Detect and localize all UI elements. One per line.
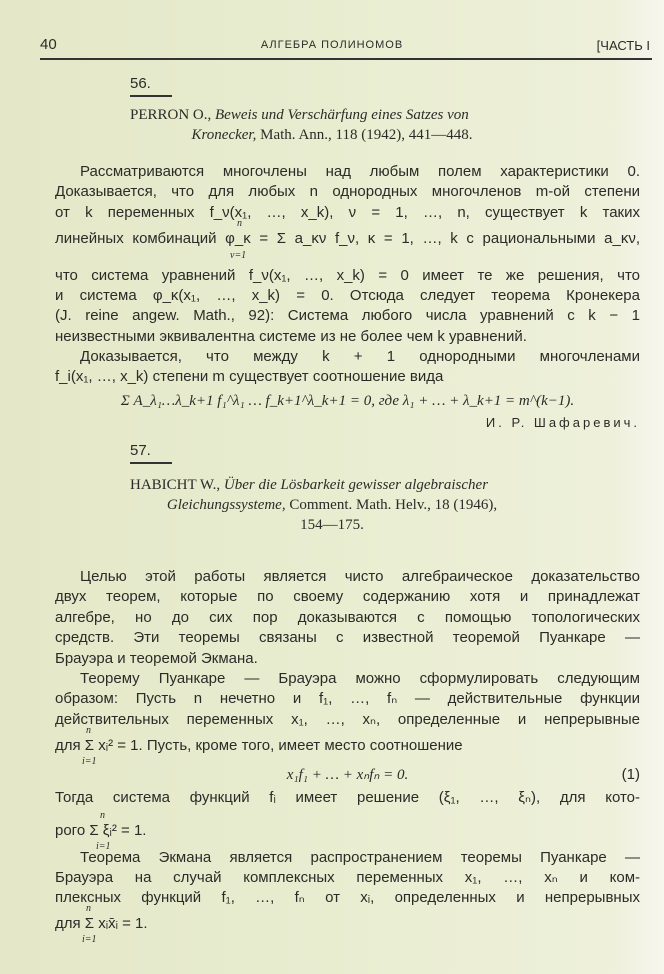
text-line: Теорему Пуанкаре — Брауэра можно сформулировать следующим [80,670,640,687]
text-line: Брауэра на случай комплексных переменных x₁, …, xₙ и ком- [55,869,640,886]
text-line: двух теорем, которые по своему содержанию хотя и принадлежат [55,588,640,605]
reference-line [0,127,664,144]
text-line: от k переменных f_ν(x₁, …, x_k), ν = 1, …, n, существует k таких [55,204,640,221]
text-line: (J. reine angew. Math., 92): Система любого числа уравнений с k − 1 [55,307,640,324]
reference-line [130,107,469,124]
article-title: Gleichungssysteme, [166,497,286,513]
text-line: и система φ_κ(x₁, …, x_k) = 0. Отсюда следует теорема Кронекера [55,287,640,304]
article-title: Beweis und Verschärfung eines Satzes von [215,107,469,123]
journal: Comment. Math. Helv., 18 (1946), [289,497,498,513]
equation-number: (1) [621,766,640,783]
journal: Math. Ann., 118 (1942), 441—448. [260,127,473,143]
entry-number: 56. [130,75,151,92]
header-rule [40,58,652,60]
text-line: средств. Эти теоремы связаны с известной теоремой Пуанкаре — [55,629,640,646]
article-title: Über die Lösbarkeit gewisser algebraischer [223,477,489,493]
text-line: линейных комбинаций φ_κ = Σ a_κν f_ν, κ = 1, …, k с рациональными a_κν, [55,230,640,247]
signature: И. Р. Шафаревич. [485,415,640,430]
equation: x₁f₁ + … + xₙfₙ = 0. [286,767,409,783]
author: PERRON O., [130,107,212,123]
reference-line [0,497,664,514]
text-line: Рассматриваются многочлены над любым полем характеристики 0. [80,163,640,180]
text-line: Тогда система функций fᵢ имеет решение (ξ₁, …, ξₙ), для кото- [55,789,640,806]
entry-number-underline [130,95,172,97]
text-line: для Σ xᵢ² = 1. Пусть, кроме того, имеет место соотношение [55,737,463,754]
sum-lower-limit: i=1 [96,841,111,852]
text-line: Доказывается, что для любых n однородных многочленов m-ой степени [55,183,640,200]
text-line: алгебре, но до сих пор доказываются с помощью топологических [55,609,640,626]
author: HABICHT W., [130,477,221,493]
reference-line [130,477,488,494]
text-line: плексных функций f₁, …, fₙ от xᵢ, определенных и непрерывных [55,889,640,906]
formula: Σ A_λ₁…λ_k+1 f₁^λ₁ … f_k+1^λ_k+1 = 0, где λ₁ + … + λ_k+1 = m^(k−1). [120,393,575,409]
text-line: рого Σ ξᵢ² = 1. [55,822,147,839]
sum-upper-limit: n [86,903,91,914]
text-line: Доказывается, что между k + 1 однородными многочленами [80,348,640,365]
entry-number-underline [130,462,172,464]
sum-upper-limit: n [237,218,242,229]
article-title: Kronecker, [191,127,257,143]
entry-number: 57. [130,442,151,459]
text-line: образом: Пусть n нечетно и f₁, …, fₙ — действительные функции [55,690,640,707]
reference-pages: 154—175. [300,517,364,533]
sum-lower-limit: i=1 [82,934,97,945]
sum-upper-limit: n [100,810,105,821]
page-number: 40 [40,36,57,53]
text-line: для Σ xᵢx̄ᵢ = 1. [55,915,148,932]
sum-lower-limit: i=1 [82,756,97,767]
sum-lower-limit: ν=1 [230,250,247,261]
text-line: Брауэра и теоремой Экмана. [55,650,258,667]
text-line: неизвестными эквивалентна системе из не более чем k уравнений. [55,328,527,345]
sum-upper-limit: n [86,725,91,736]
text-line: действительных переменных x₁, …, xₙ, определенные и непрерывные [55,711,640,728]
running-title: АЛГЕБРА ПОЛИНОМОВ [260,39,404,51]
text-line: f_i(x₁, …, x_k) степени m существует соотношение вида [55,368,444,385]
text-line: Теорема Экмана является распространением теоремы Пуанкаре — [80,849,640,866]
text-line: Целью этой работы является чисто алгебраическое доказательство [80,568,640,585]
part-label: [ЧАСТЬ I [596,38,650,53]
text-line: что система уравнений f_ν(x₁, …, x_k) = 0 имеет те же решения, что [55,267,640,284]
